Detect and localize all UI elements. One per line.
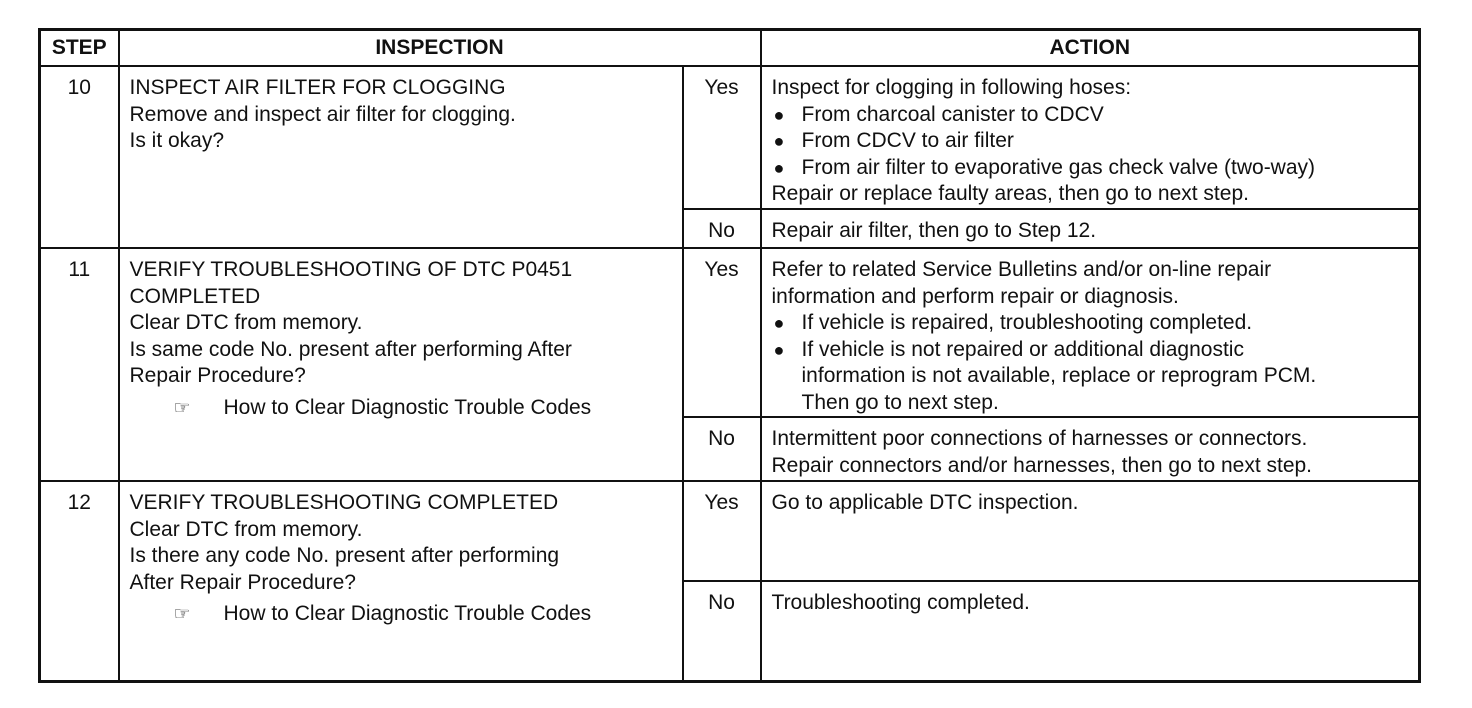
step-11-inspection xyxy=(119,248,683,481)
bullet-icon: ● xyxy=(773,339,785,360)
action-intro: information and perform repair or diagnosis. xyxy=(771,284,1179,308)
action-bullet: ● From CDCV to air filter xyxy=(772,128,1409,155)
inspection-question: Is there any code No. present after performing xyxy=(129,544,560,567)
reference-link[interactable]: ☞ How to Clear Diagnostic Trouble Codes xyxy=(130,395,672,423)
inspection-header: INSPECTION xyxy=(119,30,761,67)
step-number: 12 xyxy=(40,481,119,681)
step-10-yes-action xyxy=(761,66,1420,209)
inspection-title: VERIFY TROUBLESHOOTING COMPLETED xyxy=(129,491,559,514)
yes-label: Yes xyxy=(683,248,761,417)
bullet-icon: ● xyxy=(773,131,785,151)
bullet-icon: ● xyxy=(773,157,785,178)
action-line: Repair connectors and/or harnesses, then go to next step. xyxy=(771,453,1313,477)
inspection-question: Is same code No. present after performing After xyxy=(129,337,572,361)
inspection-question: After Repair Procedure? xyxy=(129,570,356,594)
step-12-yes-row xyxy=(40,481,1420,581)
action-intro: Refer to related Service Bulletins and/or on-line repair xyxy=(771,258,1272,281)
action-bullet: ● From air filter to evaporative gas check valve (two-way) xyxy=(772,155,1409,182)
inspection-question: Repair Procedure? xyxy=(129,364,306,387)
inspection-line: Remove and inspect air filter for clogging. xyxy=(129,102,516,126)
pointing-hand-icon: ☞ xyxy=(173,397,191,419)
no-label: No xyxy=(683,581,761,681)
action-bullet-continued: information is not available, replace or reprogram PCM. xyxy=(801,364,1317,387)
step-number: 10 xyxy=(40,66,119,248)
bullet-icon: ● xyxy=(773,313,785,333)
step-11-yes-action xyxy=(761,248,1420,417)
step-11-yes-row xyxy=(40,248,1420,417)
action-header: ACTION xyxy=(761,30,1420,67)
troubleshooting-table xyxy=(38,28,1421,683)
step-11-no-action xyxy=(761,417,1420,481)
step-10-yes-row xyxy=(40,66,1420,209)
action-bullet-continued: Then go to next step. xyxy=(801,390,999,414)
inspection-title: COMPLETED xyxy=(129,284,261,308)
action-outro: Repair or replace faulty areas, then go to next step. xyxy=(771,182,1249,205)
inspection-title: VERIFY TROUBLESHOOTING OF DTC P0451 xyxy=(129,258,573,281)
inspection-question: Is it okay? xyxy=(129,129,225,152)
action-line: Go to applicable DTC inspection. xyxy=(771,491,1079,514)
pointing-hand-icon: ☞ xyxy=(173,604,191,625)
action-bullet: ● If vehicle is repaired, troubleshooting completed. xyxy=(772,310,1409,337)
header-row xyxy=(40,30,1420,67)
step-12-inspection xyxy=(119,481,683,681)
step-number: 11 xyxy=(40,248,119,481)
inspection-line: Clear DTC from memory. xyxy=(129,517,363,541)
no-label: No xyxy=(683,209,761,248)
yes-label: Yes xyxy=(683,481,761,581)
yes-label: Yes xyxy=(683,66,761,209)
action-bullet: ● From charcoal canister to CDCV xyxy=(772,102,1409,129)
step-12-no-action xyxy=(761,581,1420,681)
step-header: STEP xyxy=(40,30,119,67)
action-line: Troubleshooting completed. xyxy=(771,591,1030,614)
inspection-line: Clear DTC from memory. xyxy=(129,311,363,334)
reference-link[interactable]: ☞ How to Clear Diagnostic Trouble Codes xyxy=(130,601,672,629)
inspection-title: INSPECT AIR FILTER FOR CLOGGING xyxy=(129,76,506,99)
step-12-yes-action xyxy=(761,481,1420,581)
step-10-inspection xyxy=(119,66,683,248)
action-line: Intermittent poor connections of harnesses or connectors. xyxy=(771,427,1308,450)
step-10-no-action xyxy=(761,209,1420,248)
action-bullet: ● If vehicle is not repaired or additional diagnostic xyxy=(772,337,1409,364)
action-intro: Inspect for clogging in following hoses: xyxy=(771,76,1132,99)
action-line: Repair air filter, then go to Step 12. xyxy=(771,219,1097,242)
no-label: No xyxy=(683,417,761,481)
bullet-icon: ● xyxy=(773,104,785,125)
